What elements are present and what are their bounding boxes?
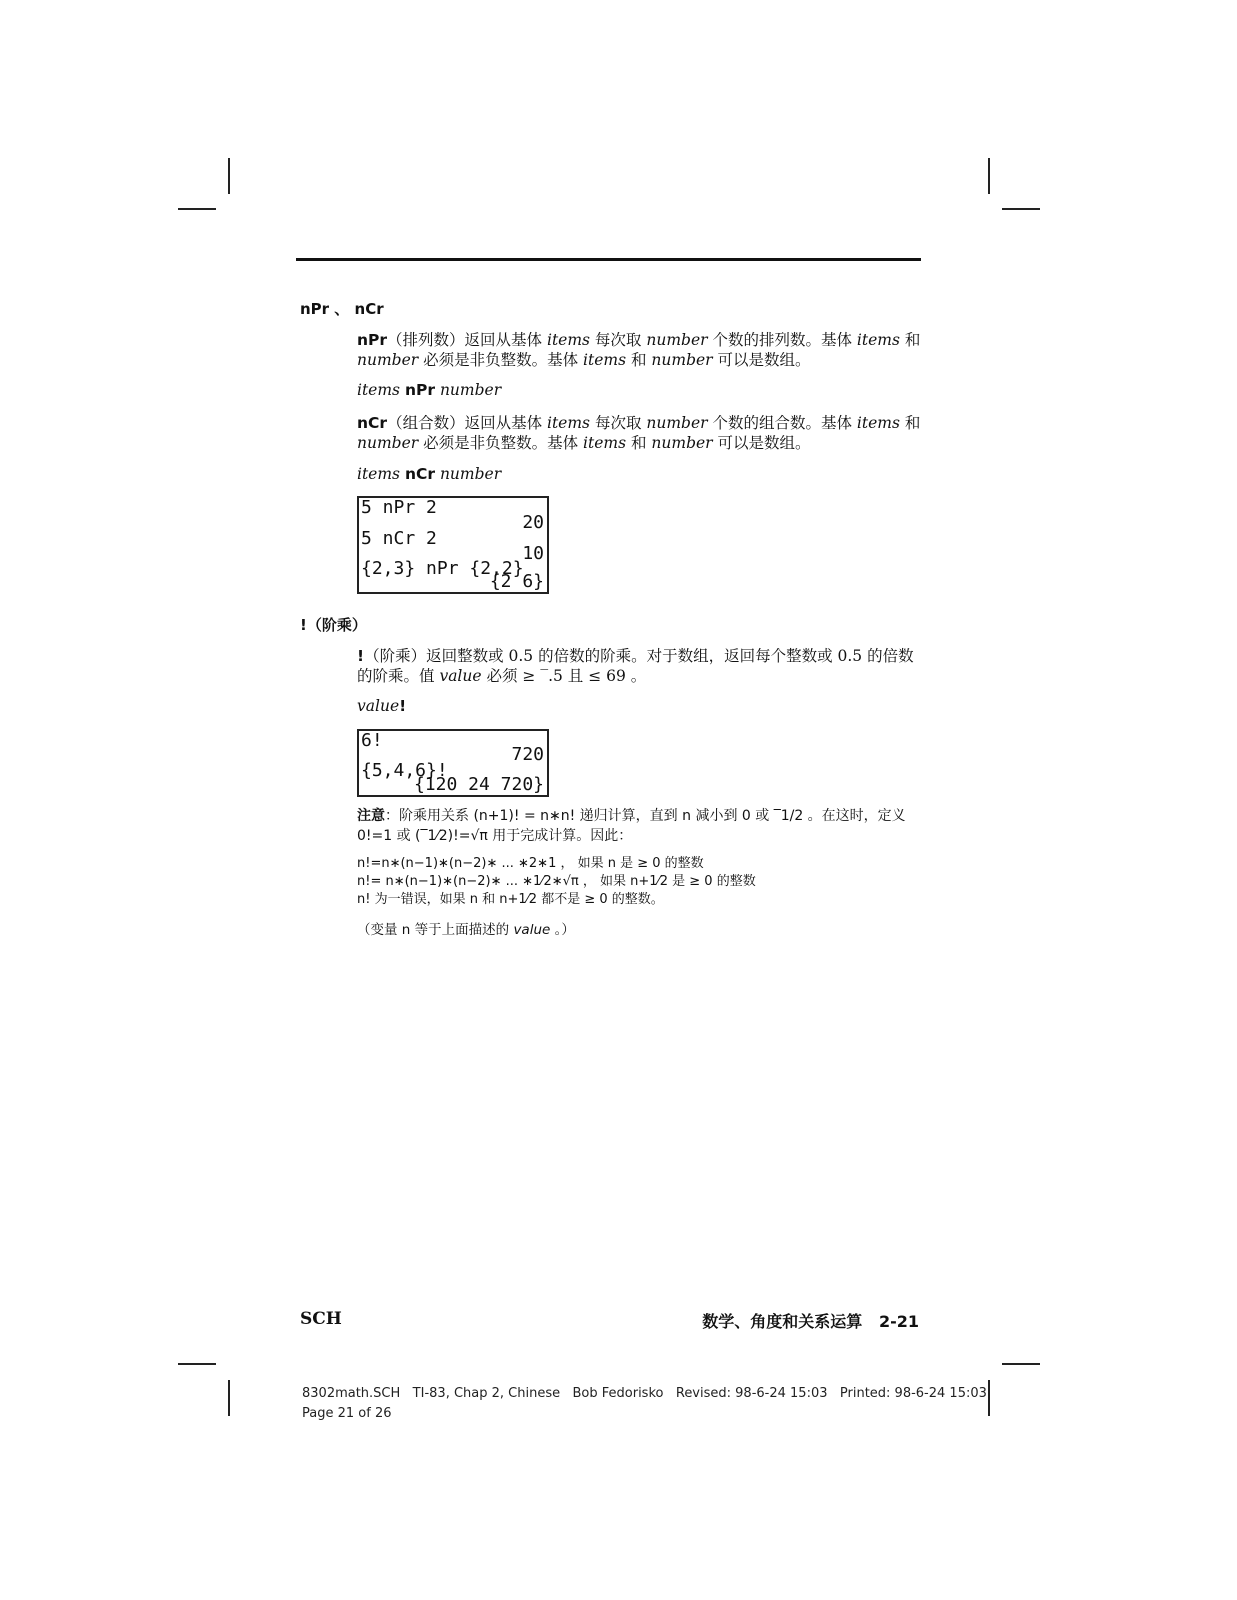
note-label: 注意 xyxy=(357,808,385,824)
formula-line: n! 为一错误，如果 n 和 n+1⁄2 都不是 ≥ 0 的整数。 xyxy=(357,892,664,907)
text-run: value xyxy=(513,922,551,938)
formula-line: n!=n∗(n−1)∗(n−2)∗ ... ∗2∗1 ， 如果 n 是 ≥ 0 的整数 xyxy=(357,856,704,871)
text-run: number xyxy=(651,351,713,369)
text-run: nPr xyxy=(357,331,388,349)
text-run: 个数的组合数。基体 xyxy=(707,414,857,432)
crop-mark xyxy=(228,1380,230,1416)
crop-mark xyxy=(228,158,230,194)
screen-line: 10 xyxy=(522,543,544,564)
calculator-screen-npr-ncr xyxy=(357,496,549,594)
text-run: 每次取 xyxy=(590,331,647,349)
text-run: number xyxy=(357,434,419,452)
npr-syntax xyxy=(357,381,501,399)
factorial-note xyxy=(357,806,922,846)
crop-mark xyxy=(988,158,990,194)
screen-line: {2,3} nPr {2,2} xyxy=(361,558,524,579)
text-run: （阶乘）返回整数或 0.5 的倍数的阶乘。对于数组，返回每个整数或 0.5 的倍数的阶乘。值 xyxy=(357,647,914,685)
text-run: 每次取 xyxy=(590,414,647,432)
text-run: 。） xyxy=(550,922,575,938)
syntax-items: items xyxy=(357,465,401,483)
print-info-line: Page 21 of 26 xyxy=(302,1406,392,1421)
syntax-value: value xyxy=(357,697,400,715)
header-rule xyxy=(296,258,921,261)
text-run: 可以是数组。 xyxy=(712,351,811,369)
text-run: number xyxy=(357,351,419,369)
text-run: items xyxy=(856,414,900,432)
syntax-number: number xyxy=(439,381,502,399)
text-run: 和 xyxy=(626,434,652,452)
text-run: items xyxy=(856,331,900,349)
crop-mark xyxy=(178,208,216,210)
text-run: （组合数）返回从基体 xyxy=(387,414,547,432)
text-run: number xyxy=(646,414,708,432)
ncr-syntax xyxy=(357,465,501,483)
footer-language-code: SCH xyxy=(300,1309,342,1329)
screen-line: {5,4,6}! xyxy=(361,760,448,781)
syntax-items: items xyxy=(357,381,401,399)
text-run: items xyxy=(546,331,590,349)
text-run: items xyxy=(547,414,591,432)
text-run: ! xyxy=(357,647,365,665)
text-run: 和 xyxy=(626,351,652,369)
text-run: value xyxy=(439,667,482,685)
syntax-number: number xyxy=(439,465,502,483)
text-run: 和 xyxy=(899,414,921,432)
screen-line: {2 6} xyxy=(489,571,544,592)
crop-mark xyxy=(1002,208,1040,210)
screen-line: {120 24 720} xyxy=(413,774,544,795)
factorial-syntax xyxy=(357,697,406,715)
print-info-line: 8302math.SCH TI-83, Chap 2, Chinese Bob Fedorisko Revised: 98-6-24 15:03 Printed: 98-6-24 15:03 xyxy=(302,1386,987,1401)
screen-line: 5 nPr 2 xyxy=(361,497,437,518)
section-heading-factorial: !（阶乘） xyxy=(300,616,367,634)
formula-line: n!= n∗(n−1)∗(n−2)∗ ... ∗1⁄2∗√π ， 如果 n+1⁄2 是 ≥ 0 的整数 xyxy=(357,874,756,889)
section-heading-npr-ncr: nPr 、 nCr xyxy=(300,300,384,318)
crop-mark xyxy=(1002,1363,1040,1365)
screen-line: 6! xyxy=(361,730,383,751)
text-run: （变量 n 等于上面描述的 xyxy=(357,922,514,938)
text-run: items xyxy=(583,351,627,369)
screen-line: 720 xyxy=(511,744,544,765)
calculator-screen-factorial xyxy=(357,729,549,797)
text-run: number xyxy=(651,434,713,452)
note-text: ：阶乘用关系 (n+1)! = n∗n! 递归计算，直到 n 减小到 0 或 ‾1/2 。在这时，定义 0!=1 或 (‾1⁄2)!=√π 用于完成计算。因此： xyxy=(357,808,906,844)
text-run: 和 xyxy=(899,331,921,349)
npr-description xyxy=(357,330,922,370)
text-run: items xyxy=(583,434,627,452)
text-run: number xyxy=(646,331,708,349)
text-run: nCr xyxy=(357,414,388,432)
text-run: （排列数）返回从基体 xyxy=(387,331,547,349)
print-info xyxy=(302,1384,987,1424)
text-run: 个数的排列数。基体 xyxy=(707,331,857,349)
ncr-description xyxy=(357,413,922,453)
text-run: 可以是数组。 xyxy=(712,434,811,452)
crop-mark xyxy=(988,1380,990,1416)
footer-chapter-page: 数学、角度和关系运算 2-21 xyxy=(702,1312,919,1331)
syntax-op: nCr xyxy=(404,465,436,483)
crop-mark xyxy=(178,1363,216,1365)
syntax-op: nPr xyxy=(404,381,435,399)
text-run: 必须是非负整数。基体 xyxy=(418,351,584,369)
screen-line: 5 nCr 2 xyxy=(361,528,437,549)
screen-line: 20 xyxy=(522,512,544,533)
text-run: 必须是非负整数。基体 xyxy=(418,434,584,452)
variable-note xyxy=(357,920,922,940)
factorial-description xyxy=(357,646,922,686)
text-run: 必须 ≥ ‾.5 且 ≤ 69 。 xyxy=(481,667,647,685)
syntax-op: ! xyxy=(399,697,407,715)
